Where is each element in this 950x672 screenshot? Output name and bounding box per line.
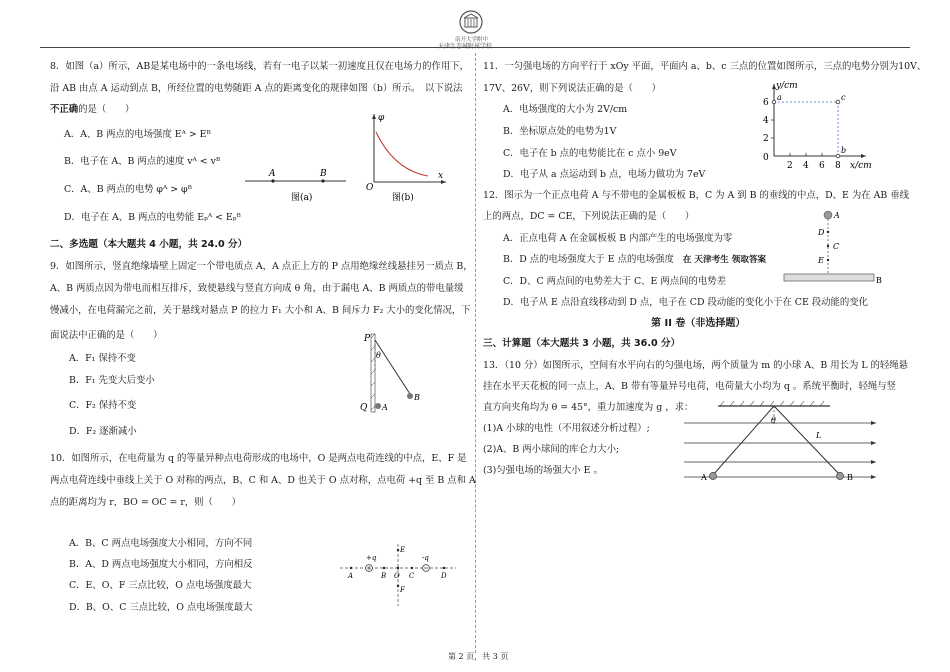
q8-line3 [50,101,134,115]
q8-option-a: A．A、B 两点的电场强度 Eᴬ > Eᴮ [64,129,211,140]
q8-fig-a-caption: 图(a) [291,193,313,203]
q8-fig-b-caption: 图(b) [392,193,414,203]
q8-figure-b [364,110,448,205]
school-logo [458,9,484,35]
q9-fig-label-b: B [414,393,420,402]
q10-fig-label-pq: +q [366,554,377,562]
q11-axis-x: x/cm [850,161,872,171]
q10-fig-label-mq: -q [422,554,429,562]
q12-watermark: 在 天津考生 领取答案 [682,255,767,265]
q8-option-b: B．电子在 A、B 两点的速度 vᴬ < vᴮ [64,156,221,167]
q13-sub1: (1)A 小球的电性（不用叙述分析过程）; [483,423,650,434]
section-3-title: 三、计算题（本大题共 3 小题，共 36.0 分） [483,338,681,349]
q9-line4: 面说法中正确的是（ ） [50,330,163,341]
q8-fig-b-x: x [438,171,444,181]
q9-option-c: C．F₂ 保持不变 [69,400,137,411]
q10-fig-label-c: C [409,572,415,580]
q11-x-tick-6: 6 [819,161,825,171]
q12-fig-label-c: C [833,242,840,251]
section-2-title: 二、多选题（本大题共 4 小题，共 24.0 分） [50,239,248,250]
q13-fig-label-theta: θ [771,416,776,425]
q13-line1: 13．（10 分）如图所示，空间有水平向右的匀强电场，两个质量为 m 的小球 A、B 用长为 L 的轻绳悬 [483,360,909,371]
q11-x-tick-4: 4 [803,161,809,171]
q11-y-tick-2: 2 [763,134,769,144]
q12-option-b [503,251,766,265]
q8-fig-a-label-a: A [269,169,276,179]
q11-figure [756,80,874,172]
q11-line2: 17V、26V，则下列说法正确的是（ ） [483,83,662,94]
q11-axis-y: y/cm [776,81,798,91]
q12-option-d: D．电子从 E 点沿直线移动到 D 点，电子在 CD 段动能的变化小于在 CE 段动能的变化 [503,297,869,308]
q9-fig-label-theta: θ [376,351,381,360]
q9-option-a: A．F₁ 保持不变 [69,353,136,364]
column-divider [475,53,476,653]
q9-line3: 慢减小，在电荷漏完之前，关于悬线对悬点 P 的拉力 F₁ 大小和 A、B 间斥力 F₂ 大小的变化情况，下 [50,305,471,316]
q11-x-tick-2: 2 [787,161,793,171]
page-number: 第 2 页，共 3 页 [448,652,509,661]
q10-fig-label-d: D [441,572,447,580]
q8-emphasis: 不正确 [50,104,79,115]
q8-option-d: D．电子在 A、B 两点的电势能 Eₚᴬ < Eₚᴮ [64,212,241,223]
q9-figure [358,330,428,415]
q12-figure [778,206,886,290]
q11-option-c: C．电子在 b 点的电势能比在 c 点小 9eV [503,148,677,159]
q13-figure [680,398,880,490]
q10-option-b: B．A、D 两点电场强度大小相同，方向相反 [69,559,253,570]
q11-x-tick-8: 8 [835,161,841,171]
q10-fig-label-a: A [348,572,354,580]
q12-fig-label-b: B [876,276,882,285]
q11-option-d: D．电子从 a 点运动到 b 点，电场力做功为 7eV [503,169,706,180]
header-school-name: 天津生态城附属学校 [438,43,493,50]
q11-point-a: a [777,93,782,102]
q10-fig-label-o: O [394,572,400,580]
q11-y-tick-6: 6 [763,98,769,108]
q9-line1: 9．如图所示，竖直绝缘墙壁上固定一个带电质点 A，A 点正上方的 P 点用绝缘丝线悬挂另一质点 B， [50,261,473,272]
q13-sub3: (3)匀强电场的场强大小 E 。 [483,465,603,476]
q11-option-a: A．电场强度的大小为 2V/cm [503,104,628,115]
q10-option-a: A．B、C 两点电场强度大小相同，方向不同 [69,538,253,549]
q10-line2: 两点电荷连线中垂线上关于 O 对称的两点，B、C 和 A、D 也关于 O 点对称，点电荷 +q 至 B 点和 A [50,475,476,486]
q12-fig-label-d: D [818,228,825,237]
q13-sub2: (2)A、B 两小球间的库仑力大小; [483,444,620,455]
q11-point-b: b [841,146,847,155]
q11-y-tick-4: 4 [763,116,769,126]
part-2-title: 第 II 卷（非选择题） [651,318,746,329]
q10-figure [336,538,460,612]
header-logo-text: 南开大学附中 [455,37,489,43]
header-rule [40,47,910,48]
q10-option-d: D．B、O、C 三点比较，O 点电场强度最大 [69,602,253,613]
q13-fig-label-a: A [701,473,707,482]
q13-fig-label-l: L [816,431,822,440]
q8-option-c: C．A、B 两点的电势 φᴬ > φᴮ [64,184,192,195]
q8-line3-rest: 的是（ ） [78,104,135,115]
q12-option-a: A．正点电荷 A 在金属板板 B 内部产生的电场强度为零 [503,233,733,244]
q12-option-b-text: B．D 点的电场强度大于 E 点的电场强度 [503,254,674,265]
q10-fig-label-f: F [400,586,405,594]
q12-line2: 上的两点，DC = CE，下列说法正确的是（ ） [483,211,695,222]
q9-fig-label-q: Q [360,403,368,413]
q8-figure-a [243,165,348,205]
q13-line3: 直方向夹角均为 θ = 45°，重力加速度为 g ，求： [483,402,694,413]
q11-point-c: c [841,93,846,102]
q13-fig-label-b: B [847,473,853,482]
q13-line2: 挂在水平天花板的同一点上，A、B 带有等量异号电荷，电荷量大小均为 q 。系统平衡时，轻绳与竖 [483,381,896,392]
q10-line1: 10．如图所示，在电荷量为 q 的等量异种点电荷形成的电场中，O 是两点电荷连线的中点，E、F 是 [50,453,467,464]
q10-fig-label-b: B [381,572,387,580]
q8-line2: 沿 AB 由点 A 运动到点 B，所经位置的电势随距 A 点的距离变化的规律如图（b）所示。 以下说法 [50,83,463,94]
q9-fig-label-a: A [382,403,388,412]
q8-fig-a-label-b: B [320,169,327,179]
q10-option-c: C．E、O、F 三点比较，O 点电场强度最大 [69,580,252,591]
q9-fig-label-p: P [364,334,371,344]
q9-line2: A、B 两质点因为带电而相互排斥，致使悬线与竖直方向成 θ 角，由于漏电 A、B 两质点的带电量缓 [50,283,464,294]
q12-fig-label-a: A [834,211,840,220]
q9-option-b: B．F₁ 先变大后变小 [69,375,155,386]
q11-option-b: B．坐标原点处的电势为1V [503,126,617,137]
q12-fig-label-e: E [818,256,824,265]
q8-fig-b-origin: O [366,183,374,193]
q8-line1: 8．如图（a）所示，AB是某电场中的一条电场线，若有一电子以某一初速度且仅在电场力的作用下， [50,61,469,72]
q12-line1: 12．图示为一个正点电荷 A 与不带电的金属板板 B，C 为 A 到 B 的垂线的中点，D、E 为在 AB 垂线 [483,190,909,201]
q10-line3: 点的距离均为 r，BO = OC = r，则（ ） [50,497,242,508]
q8-fig-b-phi: φ [378,113,385,123]
q12-option-c: C．D、C 两点间的电势差大于 C、E 两点间的电势差 [503,276,726,287]
q9-option-d: D．F₂ 逐渐减小 [69,426,137,437]
q11-line1: 11．一匀强电场的方向平行于 xOy 平面，平面内 a、b、c 三点的位置如图所示，三点的电势分别为10V、 [483,61,927,72]
q11-origin: 0 [763,153,769,163]
q10-fig-label-e: E [400,546,406,554]
